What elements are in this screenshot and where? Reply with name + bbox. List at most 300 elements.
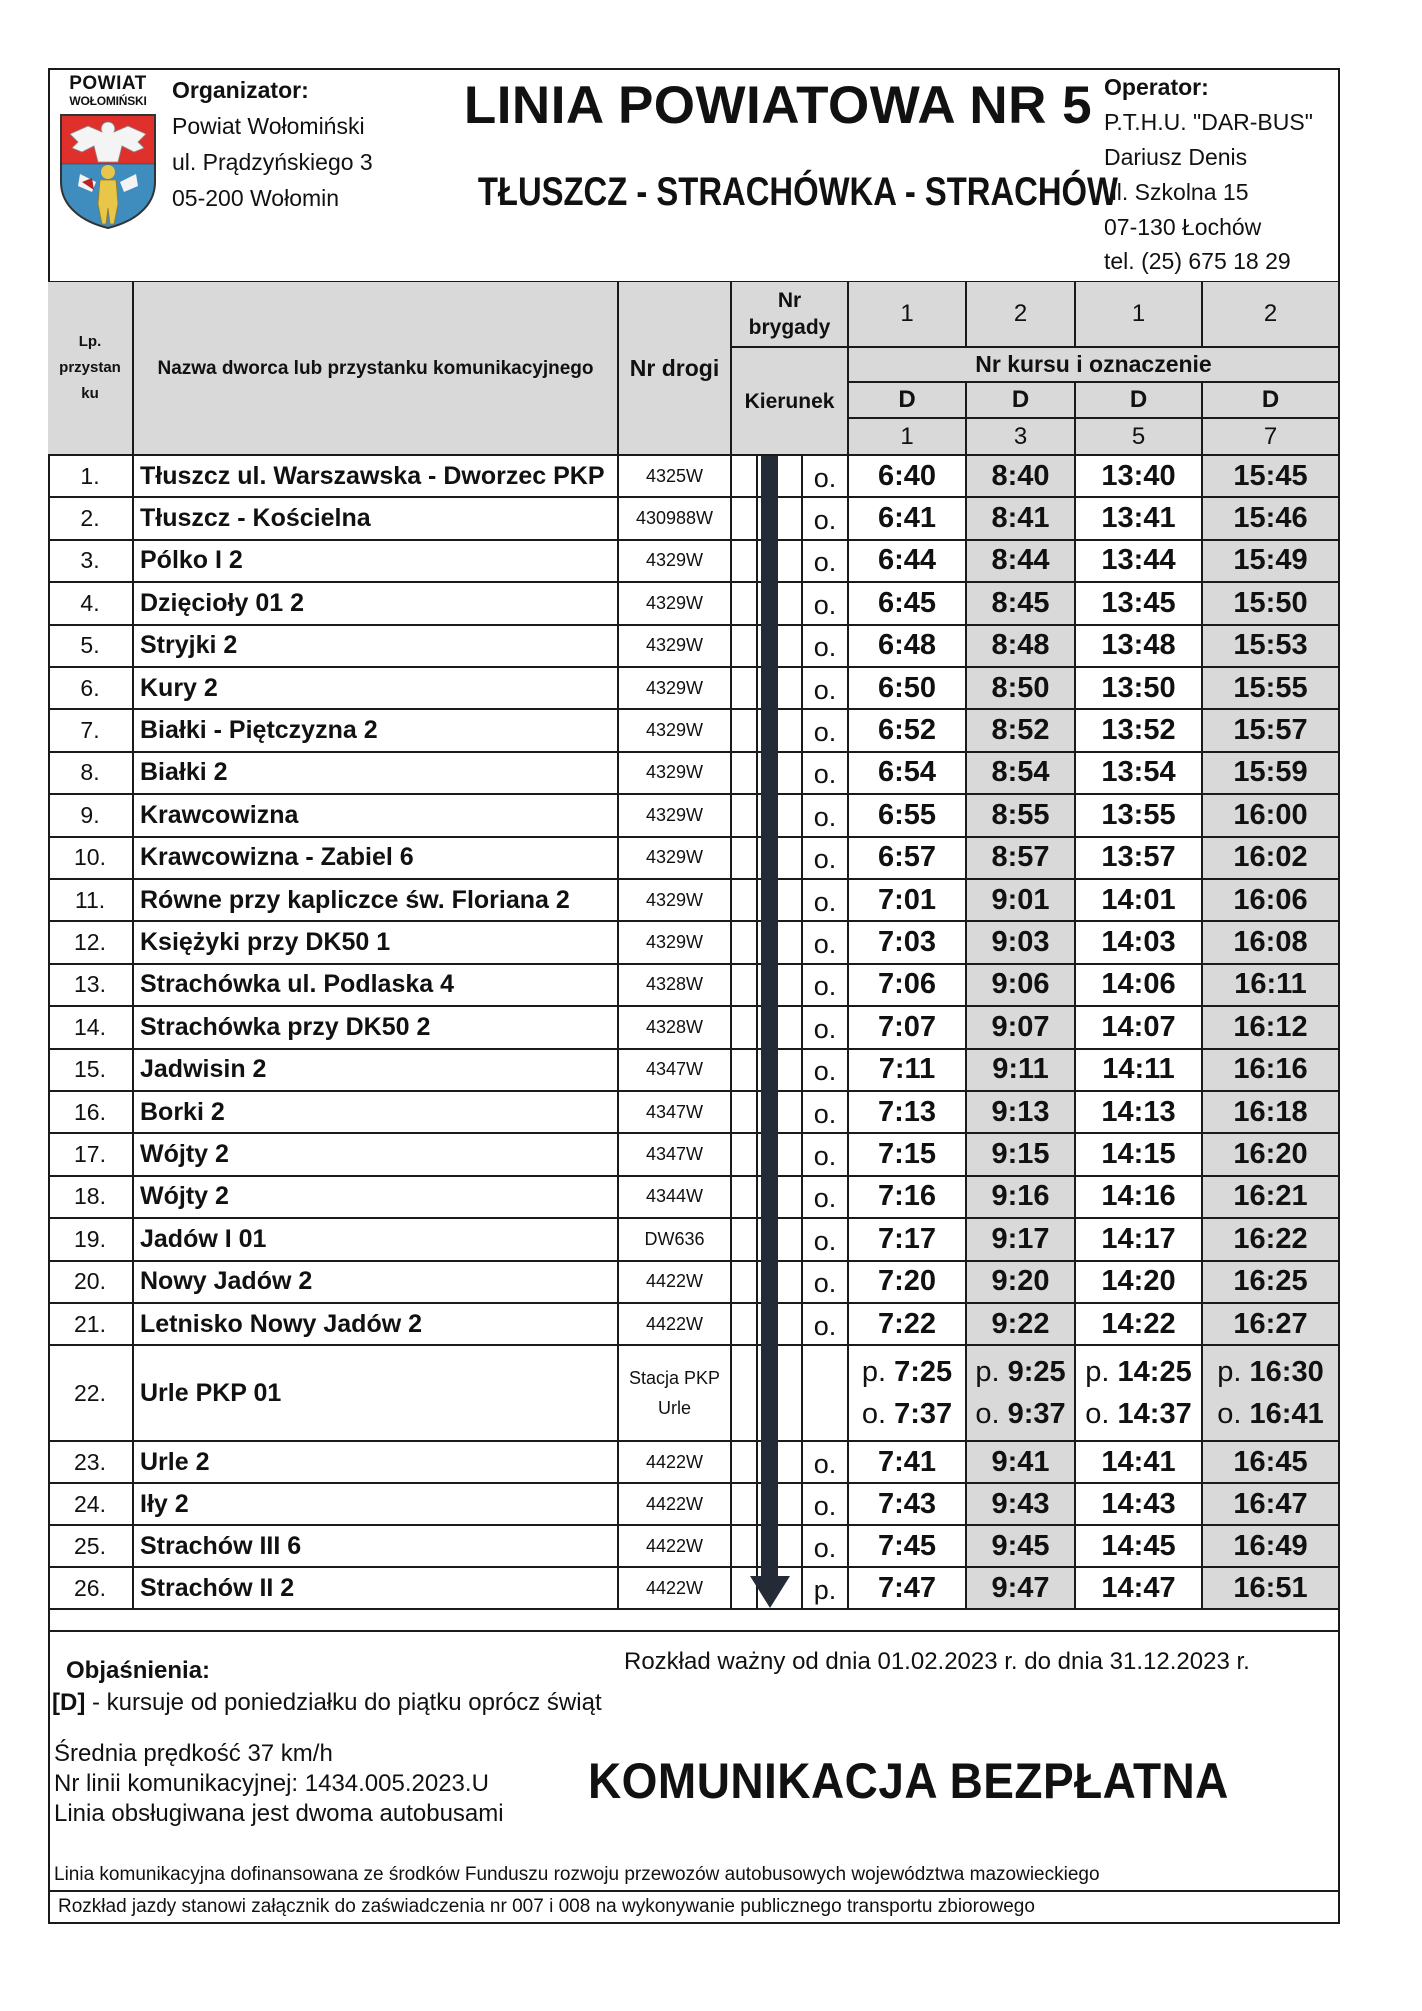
row-direction: o.: [803, 1262, 849, 1304]
row-time-1: 6:45: [849, 583, 967, 625]
row-road: 4329W: [619, 668, 732, 710]
row-direction: o.: [803, 626, 849, 668]
logo-line1: POWIAT: [69, 73, 147, 94]
row-direction: o.: [803, 1134, 849, 1176]
row-spacer: [790, 1442, 803, 1484]
operator-city: 07-130 Łochów: [1104, 214, 1262, 240]
row-brigade-blank: [732, 498, 758, 540]
header-brigade: [732, 282, 849, 348]
row-time-2: 8:54: [967, 753, 1076, 795]
row-spacer: [790, 1526, 803, 1568]
row-time-4: 16:47: [1203, 1484, 1340, 1526]
row-brigade-blank: [732, 583, 758, 625]
time-value: 16:41: [1249, 1398, 1324, 1431]
row-time-2: 9:45: [967, 1526, 1076, 1568]
row-brigade-blank: [732, 1484, 758, 1526]
row-time-3: 14:07: [1076, 1007, 1203, 1049]
row-lp: 12.: [48, 922, 134, 964]
row-time-4: 16:16: [1203, 1050, 1340, 1092]
row-time-2: 9:43: [967, 1484, 1076, 1526]
header-brigade-1: 1: [849, 282, 967, 348]
header-brigade-4: 2: [1203, 282, 1340, 348]
coat-of-arms-icon: [58, 112, 158, 230]
powiat-logo: [58, 74, 158, 230]
row-time-3: 13:55: [1076, 795, 1203, 837]
row-lp: 7.: [48, 710, 134, 752]
header-course-1: 1: [849, 419, 967, 456]
row-spacer: [790, 456, 803, 498]
operator-name: P.T.H.U. "DAR-BUS": [1104, 109, 1313, 135]
row-time-3: [1076, 1346, 1203, 1442]
row-time-4: [1203, 1346, 1340, 1442]
row-spacer: [790, 922, 803, 964]
row-lp: 20.: [48, 1262, 134, 1304]
row-spacer: [790, 710, 803, 752]
organizer-city: 05-200 Wołomin: [172, 185, 340, 211]
row-time-3: 13:44: [1076, 541, 1203, 583]
row-time-1: 7:17: [849, 1219, 967, 1261]
row-direction: o.: [803, 1442, 849, 1484]
row-direction: o.: [803, 710, 849, 752]
row-time-4: 15:46: [1203, 498, 1340, 540]
arrow-down-icon: [750, 1576, 790, 1608]
row-time-2: 8:44: [967, 541, 1076, 583]
row-time-1: 6:41: [849, 498, 967, 540]
row-lp: 16.: [48, 1092, 134, 1134]
row-time-3: 14:20: [1076, 1262, 1203, 1304]
operator-label: Operator:: [1104, 74, 1209, 100]
row-time-4: 15:55: [1203, 668, 1340, 710]
row-lp: 23.: [48, 1442, 134, 1484]
row-time-2: 9:16: [967, 1177, 1076, 1219]
row-direction: o.: [803, 456, 849, 498]
row-time-3: 14:15: [1076, 1134, 1203, 1176]
row-road: 4329W: [619, 710, 732, 752]
row-time-4: 16:22: [1203, 1219, 1340, 1261]
operator-phone: tel. (25) 675 18 29: [1104, 248, 1291, 274]
row-time-2: [967, 1346, 1076, 1442]
row-time-3: 14:06: [1076, 965, 1203, 1007]
row-road: 4329W: [619, 880, 732, 922]
row-brigade-blank: [732, 1262, 758, 1304]
organizer-block: [172, 72, 373, 216]
row-time-4: 16:27: [1203, 1304, 1340, 1346]
row-stop-name: Strachówka przy DK50 2: [134, 1007, 619, 1049]
row-time-3: 14:43: [1076, 1484, 1203, 1526]
time-value: 14:25: [1117, 1356, 1192, 1389]
validity-period: Rozkład ważny od dnia 01.02.2023 r. do dnia 31.12.2023 r.: [624, 1648, 1250, 1675]
row-time-1: 6:57: [849, 838, 967, 880]
row-stop-name: Krawcowizna: [134, 795, 619, 837]
route-subtitle: TŁUSZCZ - STRACHÓWKA - STRACHÓW: [477, 170, 1118, 214]
attachment-note: Rozkład jazdy stanowi załącznik do zaświadczenia nr 007 i 008 na wykonywanie publicznego transportu zbiorowego: [58, 1896, 1035, 1917]
row-spacer: [790, 1007, 803, 1049]
row-time-4: 16:11: [1203, 965, 1340, 1007]
row-direction: o.: [803, 1304, 849, 1346]
row-spacer: [790, 838, 803, 880]
row-time-4: 15:53: [1203, 626, 1340, 668]
row-brigade-blank: [732, 1304, 758, 1346]
row-road: 4422W: [619, 1262, 732, 1304]
row-time-4: 16:21: [1203, 1177, 1340, 1219]
row-brigade-blank: [732, 1177, 758, 1219]
explanations-label: Objaśnienia:: [66, 1657, 211, 1684]
row-time-1: 7:16: [849, 1177, 967, 1219]
row-stop-name: Pólko I 2: [134, 541, 619, 583]
row-time-3: 14:17: [1076, 1219, 1203, 1261]
row-time-3: 14:45: [1076, 1526, 1203, 1568]
row-stop-name: Dzięcioły 01 2: [134, 583, 619, 625]
row-brigade-blank: [732, 541, 758, 583]
row-brigade-blank: [732, 1219, 758, 1261]
row-time-4: 16:45: [1203, 1442, 1340, 1484]
row-lp: 13.: [48, 965, 134, 1007]
header-course-3: 5: [1076, 419, 1203, 456]
time-value: 7:25: [894, 1356, 953, 1389]
row-brigade-blank: [732, 922, 758, 964]
row-brigade-blank: [732, 838, 758, 880]
row-time-1: 6:54: [849, 753, 967, 795]
row-road: 4347W: [619, 1134, 732, 1176]
row-stop-name: Tłuszcz - Kościelna: [134, 498, 619, 540]
funding-note: Linia komunikacyjna dofinansowana ze środków Funduszu rozwoju przewozów autobusowych województwa mazowieckiego: [54, 1864, 1100, 1885]
row-spacer: [790, 1304, 803, 1346]
row-stop-name: Strachów II 2: [134, 1568, 619, 1610]
row-direction: o.: [803, 753, 849, 795]
row-time-3: 14:13: [1076, 1092, 1203, 1134]
logo-line2: WOŁOMIŃSKI: [69, 94, 147, 108]
row-brigade-blank: [732, 1526, 758, 1568]
row-brigade-blank: [732, 1134, 758, 1176]
row-direction: o.: [803, 541, 849, 583]
row-lp: 5.: [48, 626, 134, 668]
row-brigade-blank: [732, 1442, 758, 1484]
row-lp: 22.: [48, 1346, 134, 1442]
row-time-4: 15:57: [1203, 710, 1340, 752]
time-prefix: p.: [861, 1356, 887, 1389]
direction-arrow-shaft: [761, 456, 778, 1578]
header-lp: [48, 282, 134, 456]
row-stop-name: Wójty 2: [134, 1134, 619, 1176]
row-time-1: 6:40: [849, 456, 967, 498]
line-info: [54, 1739, 504, 1829]
footer-line: [48, 1890, 1340, 1892]
row-spacer: [790, 880, 803, 922]
row-time-3: 13:54: [1076, 753, 1203, 795]
row-stop-name: Strachówka ul. Podlaska 4: [134, 965, 619, 1007]
row-time-3: 14:16: [1076, 1177, 1203, 1219]
row-time-2: 8:41: [967, 498, 1076, 540]
line: ku: [81, 385, 99, 402]
row-lp: 6.: [48, 668, 134, 710]
row-direction: p.: [803, 1568, 849, 1610]
header-marking-3: D: [1076, 383, 1203, 419]
footer-divider: [48, 1630, 1340, 1632]
row-spacer: [790, 1177, 803, 1219]
timetable-header: [48, 68, 1340, 283]
row-lp: 21.: [48, 1304, 134, 1346]
row-time-1: 7:01: [849, 880, 967, 922]
row-lp: 10.: [48, 838, 134, 880]
row-lp: 3.: [48, 541, 134, 583]
header-course-4: 7: [1203, 419, 1340, 456]
row-time-4: 16:20: [1203, 1134, 1340, 1176]
row-spacer: [790, 498, 803, 540]
row-direction: o.: [803, 922, 849, 964]
row-lp: 17.: [48, 1134, 134, 1176]
arrival-time: [975, 1351, 1065, 1393]
row-time-4: 16:02: [1203, 838, 1340, 880]
row-time-4: 16:18: [1203, 1092, 1340, 1134]
row-time-3: 13:40: [1076, 456, 1203, 498]
row-time-2: 8:55: [967, 795, 1076, 837]
row-time-2: 9:22: [967, 1304, 1076, 1346]
header-course-2: 3: [967, 419, 1076, 456]
header-course: Nr kursu i oznaczenie: [849, 348, 1340, 383]
row-time-1: 7:07: [849, 1007, 967, 1049]
row-road: 4422W: [619, 1484, 732, 1526]
row-time-2: 9:11: [967, 1050, 1076, 1092]
row-time-2: 9:06: [967, 965, 1076, 1007]
bus-count: Linia obsługiwana jest dwoma autobusami: [54, 1800, 504, 1827]
row-spacer: [790, 1262, 803, 1304]
row-time-3: 13:57: [1076, 838, 1203, 880]
row-time-1: 6:50: [849, 668, 967, 710]
row-lp: 24.: [48, 1484, 134, 1526]
row-spacer: [790, 626, 803, 668]
time-prefix: p.: [975, 1356, 1000, 1389]
header-direction: Kierunek: [732, 348, 849, 456]
row-time-2: 8:45: [967, 583, 1076, 625]
row-spacer: [790, 668, 803, 710]
row-road: 4422W: [619, 1304, 732, 1346]
row-time-2: 8:50: [967, 668, 1076, 710]
row-time-2: 8:57: [967, 838, 1076, 880]
row-direction: o.: [803, 1484, 849, 1526]
time-prefix: o.: [975, 1398, 1000, 1431]
row-brigade-blank: [732, 753, 758, 795]
row-stop-name: Równe przy kapliczce św. Floriana 2: [134, 880, 619, 922]
row-road: 4329W: [619, 541, 732, 583]
row-lp: 18.: [48, 1177, 134, 1219]
time-value: 9:25: [1007, 1356, 1066, 1389]
row-time-3: 14:11: [1076, 1050, 1203, 1092]
departure-time: [975, 1393, 1065, 1435]
row-time-1: 7:13: [849, 1092, 967, 1134]
operator-person: Dariusz Denis: [1104, 144, 1248, 170]
row-time-2: 9:07: [967, 1007, 1076, 1049]
row-time-4: 15:50: [1203, 583, 1340, 625]
row-time-1: 7:03: [849, 922, 967, 964]
row-time-3: 14:41: [1076, 1442, 1203, 1484]
header-marking-1: D: [849, 383, 967, 419]
row-lp: 19.: [48, 1219, 134, 1261]
row-lp: 2.: [48, 498, 134, 540]
row-time-4: 15:59: [1203, 753, 1340, 795]
header-marking-4: D: [1203, 383, 1340, 419]
row-lp: 4.: [48, 583, 134, 625]
row-road: 4325W: [619, 456, 732, 498]
time-value: 9:37: [1007, 1398, 1066, 1431]
row-spacer: [790, 1484, 803, 1526]
row-road: 4329W: [619, 626, 732, 668]
row-lp: 1.: [48, 456, 134, 498]
row-direction: o.: [803, 880, 849, 922]
row-brigade-blank: [732, 668, 758, 710]
departure-time: [1085, 1393, 1191, 1435]
operator-block: [1104, 70, 1313, 277]
row-direction: o.: [803, 1050, 849, 1092]
header-marking-2: D: [967, 383, 1076, 419]
row-road: 4422W: [619, 1442, 732, 1484]
row-road: [619, 1346, 732, 1442]
header-brigade-3: 1: [1076, 282, 1203, 348]
legend-text: - kursuje od poniedziałku do piątku oprócz świąt: [85, 1689, 602, 1716]
row-brigade-blank: [732, 795, 758, 837]
row-time-1: 6:55: [849, 795, 967, 837]
line: Lp.: [78, 333, 102, 350]
row-time-4: 16:12: [1203, 1007, 1340, 1049]
row-brigade-blank: [732, 456, 758, 498]
row-direction: o.: [803, 1007, 849, 1049]
row-brigade-blank: [732, 1007, 758, 1049]
row-spacer: [790, 541, 803, 583]
row-stop-name: Strachów III 6: [134, 1526, 619, 1568]
time-prefix: o.: [861, 1398, 887, 1431]
line-number: Nr linii komunikacyjnej: 1434.005.2023.U: [54, 1770, 489, 1797]
row-time-4: 15:45: [1203, 456, 1340, 498]
time-prefix: p.: [1085, 1356, 1110, 1389]
row-lp: 25.: [48, 1526, 134, 1568]
row-stop-name: Wójty 2: [134, 1177, 619, 1219]
time-value: 16:30: [1249, 1356, 1324, 1389]
row-direction: [803, 1346, 849, 1442]
arrival-time: [1217, 1351, 1323, 1393]
row-time-4: 16:00: [1203, 795, 1340, 837]
row-stop-name: Księżyki przy DK50 1: [134, 922, 619, 964]
row-stop-name: Krawcowizna - Zabiel 6: [134, 838, 619, 880]
row-road: 4328W: [619, 965, 732, 1007]
row-time-3: 13:48: [1076, 626, 1203, 668]
row-direction: o.: [803, 668, 849, 710]
organizer-name: Powiat Wołomiński: [172, 113, 365, 139]
row-direction: o.: [803, 583, 849, 625]
row-time-1: [849, 1346, 967, 1442]
row-road: 430988W: [619, 498, 732, 540]
row-road: 4344W: [619, 1177, 732, 1219]
row-lp: 11.: [48, 880, 134, 922]
row-stop-name: Urle PKP 01: [134, 1346, 619, 1442]
row-direction: o.: [803, 795, 849, 837]
line: Stacja PKP: [628, 1368, 721, 1389]
time-prefix: o.: [1217, 1398, 1242, 1431]
line: przystan: [59, 359, 121, 376]
row-time-1: 7:06: [849, 965, 967, 1007]
row-stop-name: Kury 2: [134, 668, 619, 710]
row-spacer: [790, 1050, 803, 1092]
row-lp: 14.: [48, 1007, 134, 1049]
row-road: 4422W: [619, 1526, 732, 1568]
row-stop-name: Tłuszcz ul. Warszawska - Dworzec PKP: [134, 456, 619, 498]
row-stop-name: Borki 2: [134, 1092, 619, 1134]
row-time-3: 14:03: [1076, 922, 1203, 964]
row-direction: o.: [803, 838, 849, 880]
row-spacer: [790, 1219, 803, 1261]
row-road: 4422W: [619, 1568, 732, 1610]
row-time-4: 16:08: [1203, 922, 1340, 964]
row-spacer: [790, 795, 803, 837]
departure-time: [1217, 1393, 1323, 1435]
row-time-4: 16:06: [1203, 880, 1340, 922]
row-time-2: 9:13: [967, 1092, 1076, 1134]
row-time-1: 7:43: [849, 1484, 967, 1526]
row-brigade-blank: [732, 626, 758, 668]
row-spacer: [790, 1346, 803, 1442]
row-stop-name: Stryjki 2: [134, 626, 619, 668]
organizer-street: ul. Prądzyńskiego 3: [172, 149, 373, 175]
row-direction: o.: [803, 1219, 849, 1261]
row-time-1: 7:45: [849, 1526, 967, 1568]
row-time-2: 9:01: [967, 880, 1076, 922]
row-brigade-blank: [732, 965, 758, 1007]
row-time-1: 7:11: [849, 1050, 967, 1092]
row-brigade-blank: [732, 1050, 758, 1092]
row-time-3: 14:01: [1076, 880, 1203, 922]
row-road: 4329W: [619, 753, 732, 795]
header-stop-name: Nazwa dworca lub przystanku komunikacyjnego: [134, 282, 619, 456]
row-time-1: 6:48: [849, 626, 967, 668]
legend-key: [D]: [52, 1689, 86, 1716]
row-road: 4347W: [619, 1092, 732, 1134]
row-stop-name: Jadwisin 2: [134, 1050, 619, 1092]
row-time-2: 9:15: [967, 1134, 1076, 1176]
row-direction: o.: [803, 965, 849, 1007]
row-direction: o.: [803, 1092, 849, 1134]
header-road: Nr drogi: [619, 282, 732, 456]
row-brigade-blank: [732, 1092, 758, 1134]
row-time-3: 14:47: [1076, 1568, 1203, 1610]
row-road: 4329W: [619, 583, 732, 625]
line: Urle: [657, 1398, 691, 1419]
row-spacer: [790, 583, 803, 625]
line: Nr: [777, 289, 802, 312]
row-time-4: 16:49: [1203, 1526, 1340, 1568]
row-lp: 9.: [48, 795, 134, 837]
row-time-1: 6:52: [849, 710, 967, 752]
row-direction: o.: [803, 1177, 849, 1219]
row-time-1: 7:20: [849, 1262, 967, 1304]
row-brigade-blank: [732, 1346, 758, 1442]
row-time-3: 14:22: [1076, 1304, 1203, 1346]
row-time-4: 15:49: [1203, 541, 1340, 583]
row-time-2: 8:40: [967, 456, 1076, 498]
row-road: 4347W: [619, 1050, 732, 1092]
time-prefix: o.: [1085, 1398, 1110, 1431]
row-stop-name: Białki 2: [134, 753, 619, 795]
row-spacer: [790, 753, 803, 795]
row-road: 4329W: [619, 795, 732, 837]
row-time-1: 6:44: [849, 541, 967, 583]
row-stop-name: Nowy Jadów 2: [134, 1262, 619, 1304]
row-time-3: 13:41: [1076, 498, 1203, 540]
row-time-2: 9:17: [967, 1219, 1076, 1261]
row-lp: 15.: [48, 1050, 134, 1092]
header-brigade-2: 2: [967, 282, 1076, 348]
average-speed: Średnia prędkość 37 km/h: [54, 1740, 333, 1767]
time-value: 14:37: [1117, 1398, 1192, 1431]
row-stop-name: Iły 2: [134, 1484, 619, 1526]
row-time-2: 9:47: [967, 1568, 1076, 1610]
